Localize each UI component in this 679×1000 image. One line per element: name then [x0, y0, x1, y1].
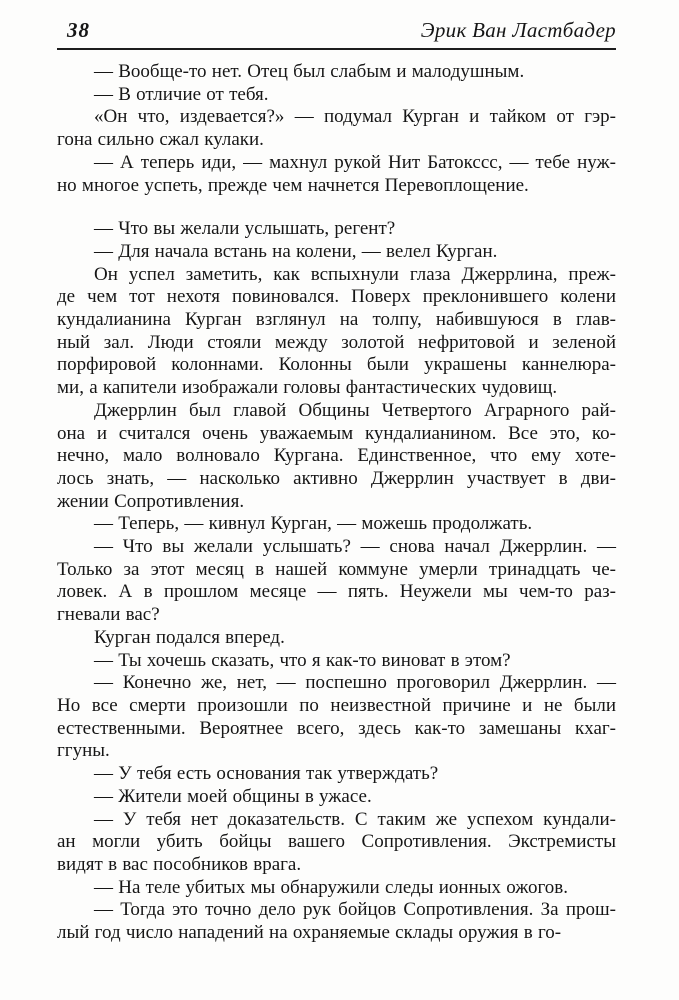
text-line: Только за этот месяц в нашей коммуне умерли тринадцать че-	[57, 558, 616, 580]
text-line: — У тебя есть основания так утверждать?	[94, 763, 439, 785]
text-line: — Что вы желали услышать, регент?	[94, 218, 396, 240]
text-line: Курган подался вперед.	[94, 626, 285, 648]
text-line: — Вообще-то нет. Отец был слабым и малодушным.	[94, 61, 525, 82]
text-line: жении Сопротивления.	[57, 490, 245, 512]
paragraph	[57, 672, 616, 763]
paragraph	[57, 650, 616, 673]
text-line: — Ты хочешь сказать, что я как-то виноват в этом?	[94, 649, 511, 671]
text-line: кундалианина Курган взглянул на толпу, набившуюся в глав-	[57, 309, 616, 331]
text-line: гона сильно сжал кулаки.	[57, 129, 264, 151]
header-rule	[57, 48, 616, 50]
text-line: ми, а капители изображали головы фантастических чудовищ.	[57, 377, 558, 399]
paragraph	[57, 218, 616, 241]
page-header	[57, 17, 616, 44]
text-line: — На теле убитых мы обнаружили следы ионных ожогов.	[94, 876, 568, 898]
text-line: — Для начала встань на колени, — велел Курган.	[94, 240, 498, 262]
page-number: 38	[67, 18, 90, 42]
running-title: Эрик Ван Ластбадер	[420, 18, 616, 42]
text-line: ан могли убить бойцы вашего Сопротивления. Экстремисты	[57, 831, 616, 853]
text-line: де чем тот нехотя повиновался. Поверх преклонившего колени	[57, 286, 616, 308]
text-line: «Он что, издевается?» — подумал Курган и тайком от гэр-	[94, 106, 616, 128]
text-line: — Жители моей общины в ужасе.	[94, 785, 372, 807]
paragraph	[57, 877, 616, 900]
text-line: естественными. Вероятнее всего, здесь как-то замешаны кхаг-	[57, 717, 616, 739]
paragraph	[57, 513, 616, 536]
text-line: ловек. А в прошлом месяце — пять. Неужели мы чем-то раз-	[57, 581, 616, 603]
text-line: гневали вас?	[57, 604, 160, 626]
text-line: — Теперь, — кивнул Курган, — можешь продолжать.	[94, 513, 533, 535]
text-line: — Тогда это точно дело рук бойцов Сопротивления. За прош-	[94, 899, 616, 921]
paragraph	[57, 84, 616, 107]
text-line: порфировой колоннами. Колонны были украшены каннелюра-	[57, 354, 616, 376]
text-line: но многое успеть, прежде чем начнется Перевоплощение.	[57, 174, 529, 196]
text-line: нечно, мало волновало Кургана. Единственное, что ему хоте-	[57, 445, 616, 467]
text-line: видят в вас пособников врага.	[57, 853, 302, 875]
text-line: Джеррлин был главой Общины Четвертого Аграрного рай-	[94, 399, 616, 421]
paragraph	[57, 627, 616, 650]
paragraph	[57, 264, 616, 400]
text-line: лось знать, — насколько активно Джеррлин участвует в дви-	[57, 467, 616, 489]
text-line: — В отличие от тебя.	[94, 83, 269, 105]
paragraph	[57, 61, 616, 84]
paragraph	[57, 152, 616, 197]
paragraph	[57, 536, 616, 627]
text-line: ный зал. Люди стояли между золотой нефритовой и зеленой	[57, 331, 616, 353]
paragraph	[57, 763, 616, 786]
text-line: Он успел заметить, как вспыхнули глаза Джеррлина, преж-	[94, 263, 616, 285]
text-line: ггуны.	[57, 740, 110, 762]
text-line: Но все смерти произошли по неизвестной причине и не были	[57, 694, 616, 716]
text-line: лый год число нападений на охраняемые склады оружия в го-	[57, 922, 562, 944]
paragraph	[57, 899, 616, 944]
text-line: она и считался очень уважаемым кундалианином. Все это, ко-	[57, 422, 616, 444]
text-line: — А теперь иди, — махнул рукой Нит Батокссс, — тебе нуж-	[94, 151, 616, 173]
paragraph	[57, 400, 616, 514]
paragraph	[57, 809, 616, 877]
text-line: — У тебя нет доказательств. С таким же успехом кундали-	[94, 808, 616, 830]
paragraph	[57, 786, 616, 809]
text-line: — Что вы желали услышать? — снова начал Джеррлин. —	[94, 536, 616, 558]
paragraph	[57, 241, 616, 264]
page-body	[57, 61, 616, 945]
paragraph	[57, 106, 616, 151]
text-line: — Конечно же, нет, — поспешно проговорил Джеррлин. —	[94, 672, 616, 694]
